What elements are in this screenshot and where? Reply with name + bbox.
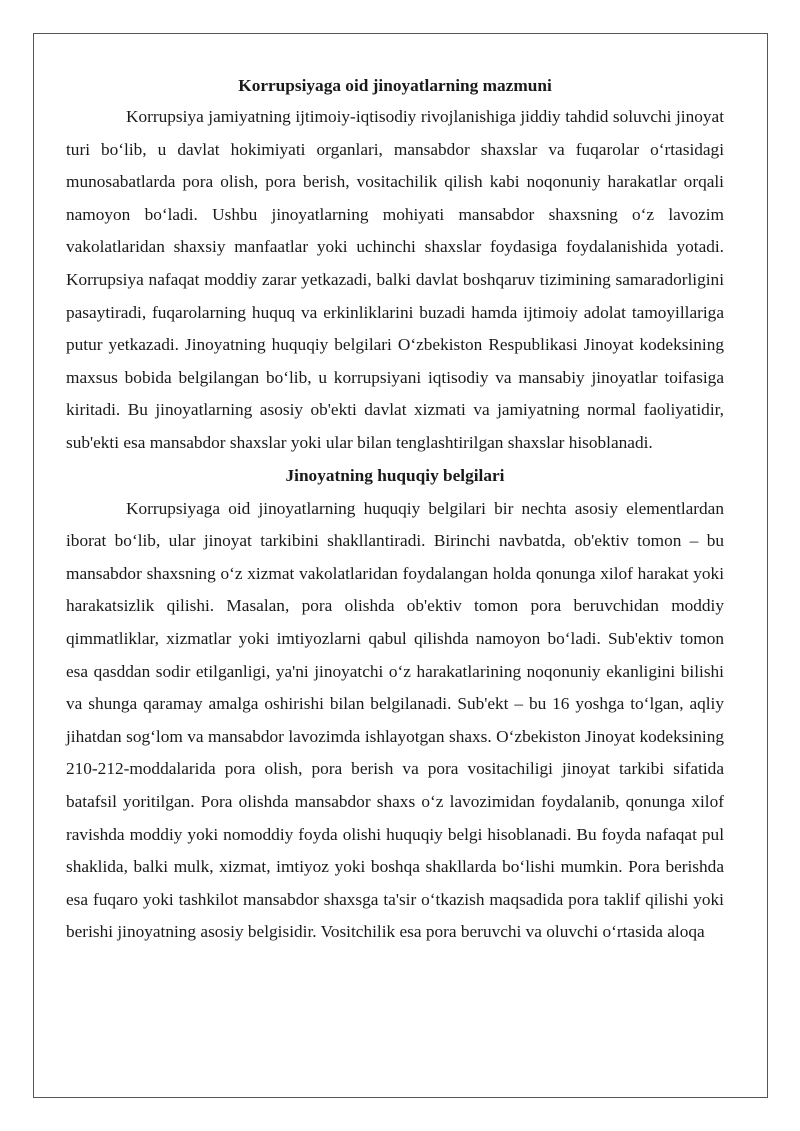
section-heading-content: Korrupsiyaga oid jinoyatlarning mazmuni bbox=[238, 76, 552, 95]
document-body bbox=[66, 70, 724, 949]
paragraph-content: Korrupsiya jamiyatning ijtimoiy-iqtisodiy rivojlanishiga jiddiy tahdid soluvchi jinoyat turi bo‘lib, u davlat hokimiyati organlari, mansabdor shaxslar va fuqarolar o‘rtasidagi munosabatlarda pora olish, pora berish, vositachilik qilish kabi noqonuniy harakatlar orqali namoyon bo‘ladi. Ushbu jinoyatlarning mohiyati mansabdor shaxsning o‘z lavozim vakolatlaridan shaxsiy manfaatlar yoki uchinchi shaxslar foydasiga foydalanishida yotadi. Korrupsiya nafaqat moddiy zarar yetkazadi, balki davlat boshqaruv tizimining samaradorligini pasaytiradi, fuqarolarning huquq va erkinliklarini buzadi hamda ijtimoiy adolat tamoyillariga putur yetkazadi. Jinoyatning huquqiy belgilari O‘zbekiston Respublikasi Jinoyat kodeksining maxsus bobida belgilangan bo‘lib, u korrupsiyani iqtisodiy va mansabiy jinoyatlar toifasiga kiritadi. Bu jinoyatlarning asosiy ob'ekti davlat xizmati va jamiyatning normal faoliyatidir, sub'ekti esa mansabdor shaxslar yoki ular bilan tenglashtirilgan shaxslar hisoblanadi. bbox=[66, 107, 724, 452]
paragraph-legal-features: Korrupsiyaga oid jinoyatlarning huquqiy belgilari bir nechta asosiy elementlardan iborat bo‘lib, ular jinoyat tarkibini shakllantiradi. Birinchi navbatda, ob'ektiv tomon – bu mansabdor shaxsning o‘z xizmat vakolatlaridan foydalangan holda qonunga xilof harakat yoki harakatsizlik qilishi. Masalan, pora olishda ob'ektiv tomon pora beruvchidan moddiy qimmatliklar, xizmatlar yoki imtiyozlarni qabul qilishda namoyon bo‘ladi. Sub'ektiv tomon esa qasddan sodir etilganligi, ya'ni jinoyatchi o‘z harakatlarining noqonuniy ekanligini bilishi va shunga qaramay amalga oshirishi bilan belgilanadi. Sub'ekt – bu 16 yoshga to‘lgan, aqliy jihatdan sog‘lom va mansabdor lavozimda ishlayotgan shaxs. O‘zbekiston Jinoyat kodeksining 210-212-moddalarida pora olish, pora berish va pora vositachiligi jinoyat tarkibi sifatida batafsil yoritilgan. Pora olishda mansabdor shaxs o‘z lavozimidan foydalanib, qonunga xilof ravishda moddiy yoki nomoddiy foyda olishi huquqiy belgi hisoblanadi. Bu foyda nafaqat pul shaklida, balki mulk, xizmat, imtiyoz yoki boshqa shakllarda bo‘lishi mumkin. Pora berishda esa fuqaro yoki tashkilot mansabdor shaxsga ta'sir o‘tkazish maqsadida pora taklif qilishi yoki berishi jinoyatning asosiy belgisidir. Vositchilik esa pora beruvchi va oluvchi o‘rtasida aloqa bbox=[66, 498, 724, 942]
section-heading-legal-features: Jinoyatning huquqiy belgilari bbox=[285, 466, 505, 485]
